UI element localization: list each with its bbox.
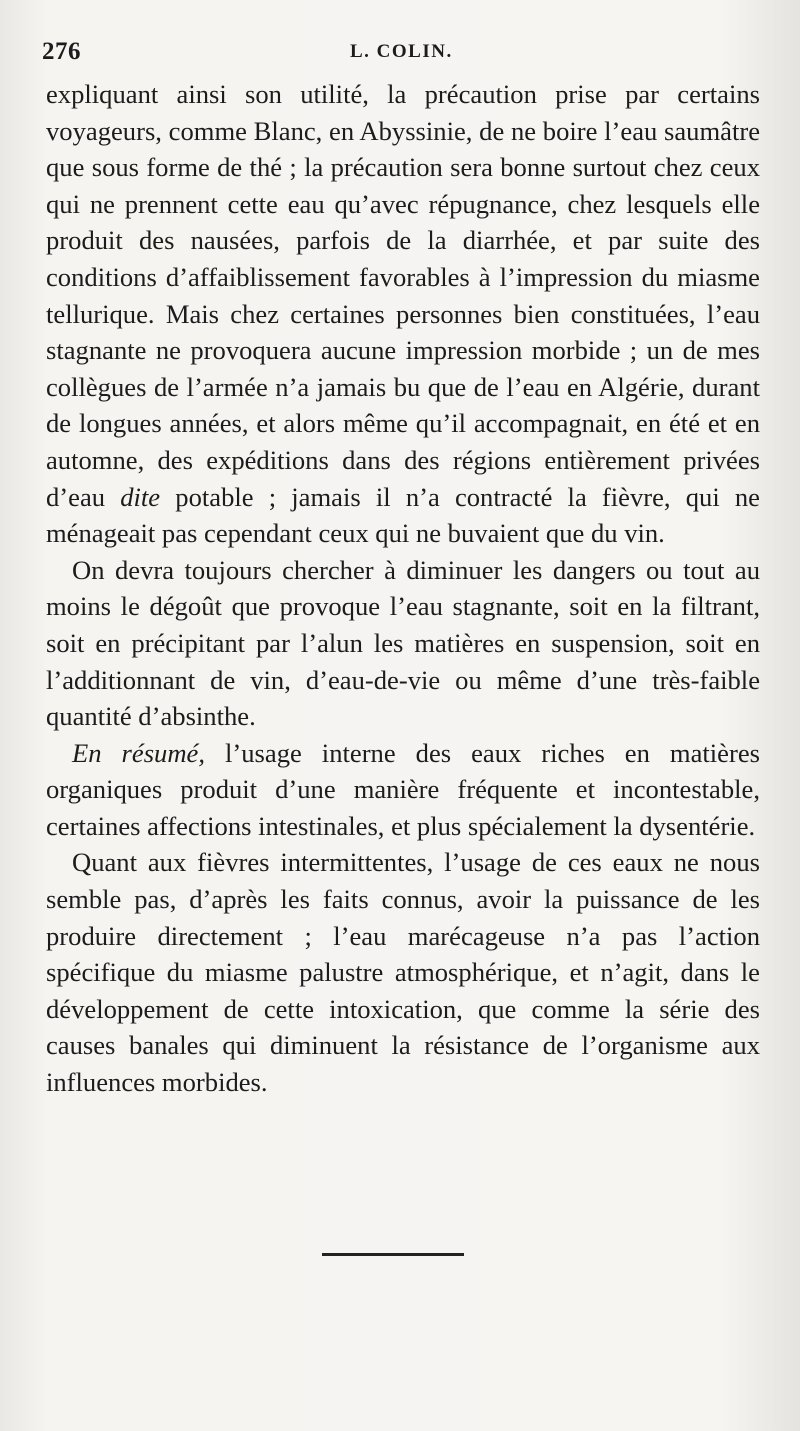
paragraph-4: Quant aux fièvres intermittentes, l’usage de ces eaux ne nous semble pas, d’après les faits connus, avoir la puissance de les produire directement ; l’eau marécageuse n’a pas l’action spécifique du miasme palustre atmosphérique, et n’agit, dans le développement de cette intoxication, que comme la série des causes banales qui diminuent la résistance de l’organisme aux influences morbides.: [46, 847, 760, 1098]
paragraph-3: [46, 735, 760, 845]
paragraph-1: [46, 76, 760, 552]
section-end-rule: [322, 1253, 464, 1256]
italic-lead-en-resume: En résumé,: [72, 737, 205, 768]
body-text: [46, 76, 760, 1101]
running-head: L. COLIN.: [350, 41, 453, 62]
page-number: 276: [42, 38, 81, 65]
paragraph-3-text: l’usage interne des eaux riches en matières organiques produit d’une manière fréquente et incontestable, certaines affections intestinales, et plus spécialement la dysentérie.: [46, 737, 760, 841]
italic-dite: dite: [120, 481, 161, 512]
paragraph-1-text: expliquant ainsi son utilité, la précaution prise par certains voyageurs, comme Blanc, en Abyssinie, de ne boire l’eau saumâtre que sous forme de thé ; la précaution sera bonne surtout chez ceux qui ne prennent cette eau qu’avec répugnance, chez lesquels elle produit des nausées, parfois de la diarrhée, et par suite des conditions d’affaiblissement favorables à l’impression du miasme tellurique. Mais chez certaines personnes bien constituées, l’eau stagnante ne provoquera aucune impression morbide ; un de mes collègues de l’armée n’a jamais bu que de l’eau en Algérie, durant de longues années, et alors même qu’il accompagnait, en été et en automne, des expéditions dans des régions entièrement privées d’eau: [46, 79, 760, 512]
page-header: [42, 38, 762, 74]
paragraph-1-text-after: potable ; jamais il n’a contracté la fièvre, qui ne ménageait pas cependant ceux qui ne buvaient que du vin.: [46, 481, 760, 549]
paragraph-2: On devra toujours chercher à diminuer les dangers ou tout au moins le dégoût que provoque l’eau stagnante, soit en la filtrant, soit en précipitant par l’alun les matières en suspension, soit en l’additionnant de vin, d’eau-de-vie ou même d’une très-faible quantité d’absinthe.: [46, 554, 760, 732]
